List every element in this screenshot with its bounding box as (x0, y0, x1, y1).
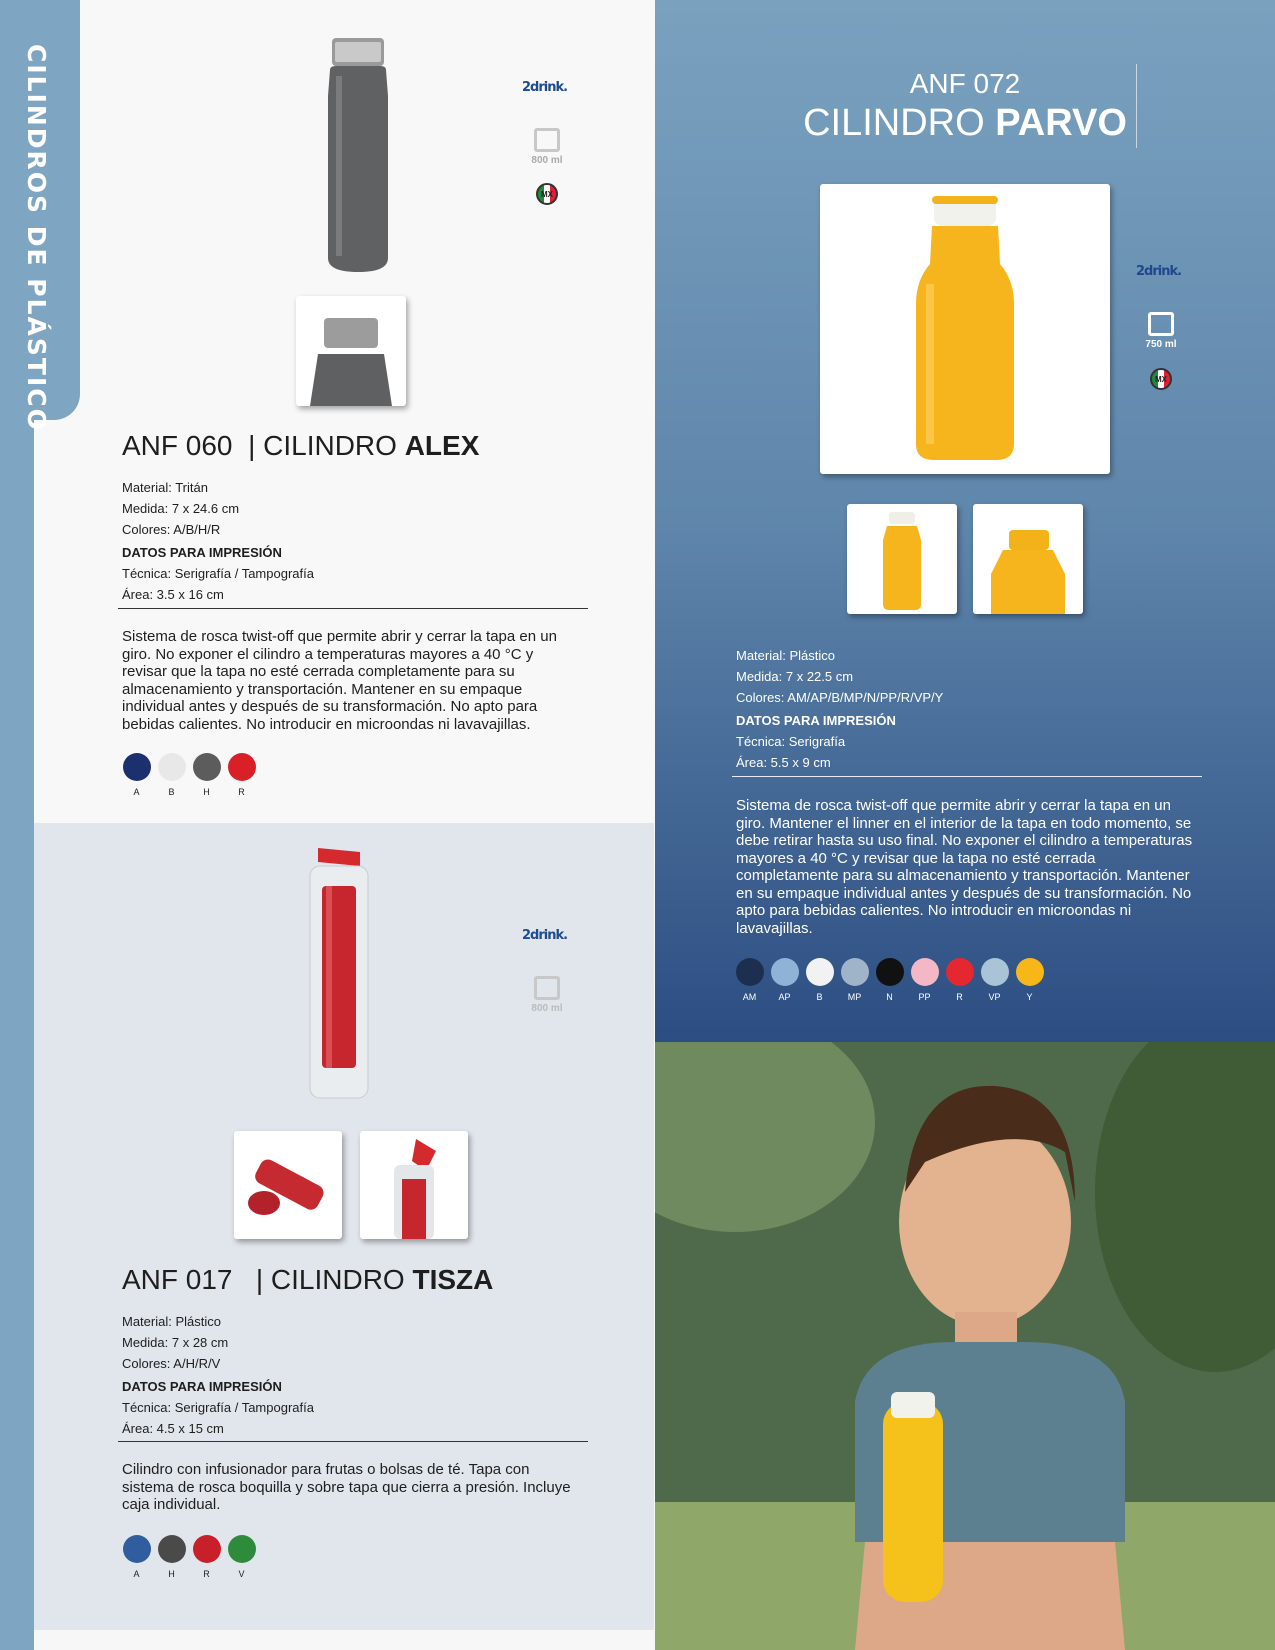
color-dot (193, 753, 221, 781)
divider-tisza (118, 1441, 588, 1442)
color-label: Y (1026, 992, 1033, 1002)
color-label: H (168, 1569, 175, 1579)
color-dot (946, 958, 974, 986)
side-title: CILINDROS DE PLÁSTICO (22, 44, 51, 432)
color-dot (876, 958, 904, 986)
cup-icon (534, 128, 560, 152)
color-label: AP (778, 992, 791, 1002)
color-label: V (238, 1569, 245, 1579)
color-swatches-parvo (735, 958, 1044, 1002)
product-code-parvo: ANF 072 (909, 68, 1021, 99)
color-dot (158, 1535, 186, 1563)
color-swatch-b[interactable] (157, 753, 186, 797)
divider-parvo (732, 776, 1202, 777)
color-swatch-a[interactable] (122, 753, 151, 797)
color-swatch-r[interactable] (192, 1535, 221, 1579)
description-parvo: Sistema de rosca twist-off que permite abrir y cerrar la tapa en un giro. Mantener el linner en el interior de la tapa en todo momento, se debe retirar hasta su uso final. No exponer el cilindro a temperaturas mayores a 40 °C y revisar que la tapa no esté cerrada completamente para su almacenamiento y transportación. Mantener en su empaque individual antes y después de su transformación. No apto para bebidas calientes. No introducir en microondas ni lavavajillas. (736, 797, 1193, 937)
bottom-strip (34, 1630, 654, 1650)
color-dot (771, 958, 799, 986)
color-label: A (133, 787, 140, 797)
cup-icon (534, 976, 560, 1000)
color-label: B (168, 787, 175, 797)
brand-logo-parvo: 2drink. (1136, 264, 1182, 279)
capacity-tisza: 800 ml (517, 976, 577, 1014)
color-swatch-ap[interactable] (770, 958, 799, 1002)
color-swatch-v[interactable] (227, 1535, 256, 1579)
color-swatch-am[interactable] (735, 958, 764, 1002)
color-dot (841, 958, 869, 986)
color-label: A (133, 1569, 140, 1579)
thumb-tisza-cap[interactable] (360, 1131, 468, 1239)
description-tisza: Cilindro con infusionador para frutas o bolsas de té. Tapa con sistema de rosca boquilla y sobre tapa que cierra a presión. Incluye caja individual. (122, 1461, 571, 1513)
mx-origin-icon: MX (1150, 368, 1172, 390)
lifestyle-photo (655, 1042, 1275, 1650)
product-title-tisza: ANF 017 | CILINDRO TISZA (122, 1264, 494, 1295)
thumb-parvo-front[interactable] (847, 504, 957, 614)
color-dot (736, 958, 764, 986)
specs-tisza: Material: Plástico Medida: 7 x 28 cm Colores: A/H/R/V DATOS PARA IMPRESIÓN Técnica: Serigrafía / Tampografía Área: 4.5 x 15 cm (122, 1314, 314, 1436)
color-dot (228, 753, 256, 781)
color-swatch-h[interactable] (192, 753, 221, 797)
product-title-alex: ANF 060 | CILINDRO ALEX (122, 430, 480, 461)
specs-alex: Material: Tritán Medida: 7 x 24.6 cm Colores: A/B/H/R DATOS PARA IMPRESIÓN Técnica: Serigrafía / Tampografía Área: 3.5 x 16 cm (122, 480, 314, 602)
color-label: PP (918, 992, 931, 1002)
description-alex: Sistema de rosca twist-off que permite abrir y cerrar la tapa en un giro. No exponer el cilindro a temperaturas mayores a 40 °C y revisar que la tapa no esté cerrada completamente para su almacenamiento y transportación. Mantener en su empaque individual antes y después de su transformación. No apto para bebidas calientes. No introducir en microondas ni lavavajillas. (122, 628, 557, 733)
color-swatch-mp[interactable] (840, 958, 869, 1002)
bottle-alex-image (318, 36, 398, 276)
color-dot (911, 958, 939, 986)
color-swatch-vp[interactable] (980, 958, 1009, 1002)
color-label: R (956, 992, 963, 1002)
color-dot (158, 753, 186, 781)
color-swatches-tisza (122, 1535, 256, 1579)
brand-logo-tisza: 2drink. (522, 928, 568, 943)
color-swatch-r[interactable] (227, 753, 256, 797)
color-label: B (816, 992, 823, 1002)
brand-logo-alex: 2drink. (522, 80, 568, 95)
main-image-parvo (820, 184, 1110, 474)
product-title-parvo: CILINDRO PARVO (803, 102, 1127, 144)
thumb-parvo-cap[interactable] (973, 504, 1083, 614)
color-label: N (886, 992, 893, 1002)
color-swatch-n[interactable] (875, 958, 904, 1002)
cup-icon (1148, 312, 1174, 336)
bottle-tisza-image (300, 848, 380, 1100)
color-dot (193, 1535, 221, 1563)
color-swatch-h[interactable] (157, 1535, 186, 1579)
color-label: R (203, 1569, 210, 1579)
color-label: R (238, 787, 245, 797)
capacity-parvo: 750 ml (1131, 312, 1191, 350)
color-dot (1016, 958, 1044, 986)
color-dot (228, 1535, 256, 1563)
divider-alex (118, 608, 588, 609)
color-dot (981, 958, 1009, 986)
color-swatch-a[interactable] (122, 1535, 151, 1579)
color-label: H (203, 787, 210, 797)
title-divider (1136, 64, 1137, 148)
color-swatch-r[interactable] (945, 958, 974, 1002)
color-label: MP (847, 992, 862, 1002)
thumb-alex-cap[interactable] (296, 296, 406, 406)
color-label: VP (988, 992, 1001, 1002)
color-label: AM (742, 992, 757, 1002)
color-swatch-y[interactable] (1015, 958, 1044, 1002)
color-swatch-b[interactable] (805, 958, 834, 1002)
thumb-tisza-infuser[interactable] (234, 1131, 342, 1239)
color-dot (806, 958, 834, 986)
color-dot (123, 753, 151, 781)
mx-origin-icon: MX (536, 183, 558, 205)
capacity-alex: 800 ml (517, 128, 577, 166)
specs-parvo: Material: Plástico Medida: 7 x 22.5 cm Colores: AM/AP/B/MP/N/PP/R/VP/Y DATOS PARA IMPRESIÓN Técnica: Serigrafía Área: 5.5 x 9 cm (736, 648, 944, 770)
color-swatch-pp[interactable] (910, 958, 939, 1002)
color-swatches-alex (122, 753, 256, 797)
color-dot (123, 1535, 151, 1563)
